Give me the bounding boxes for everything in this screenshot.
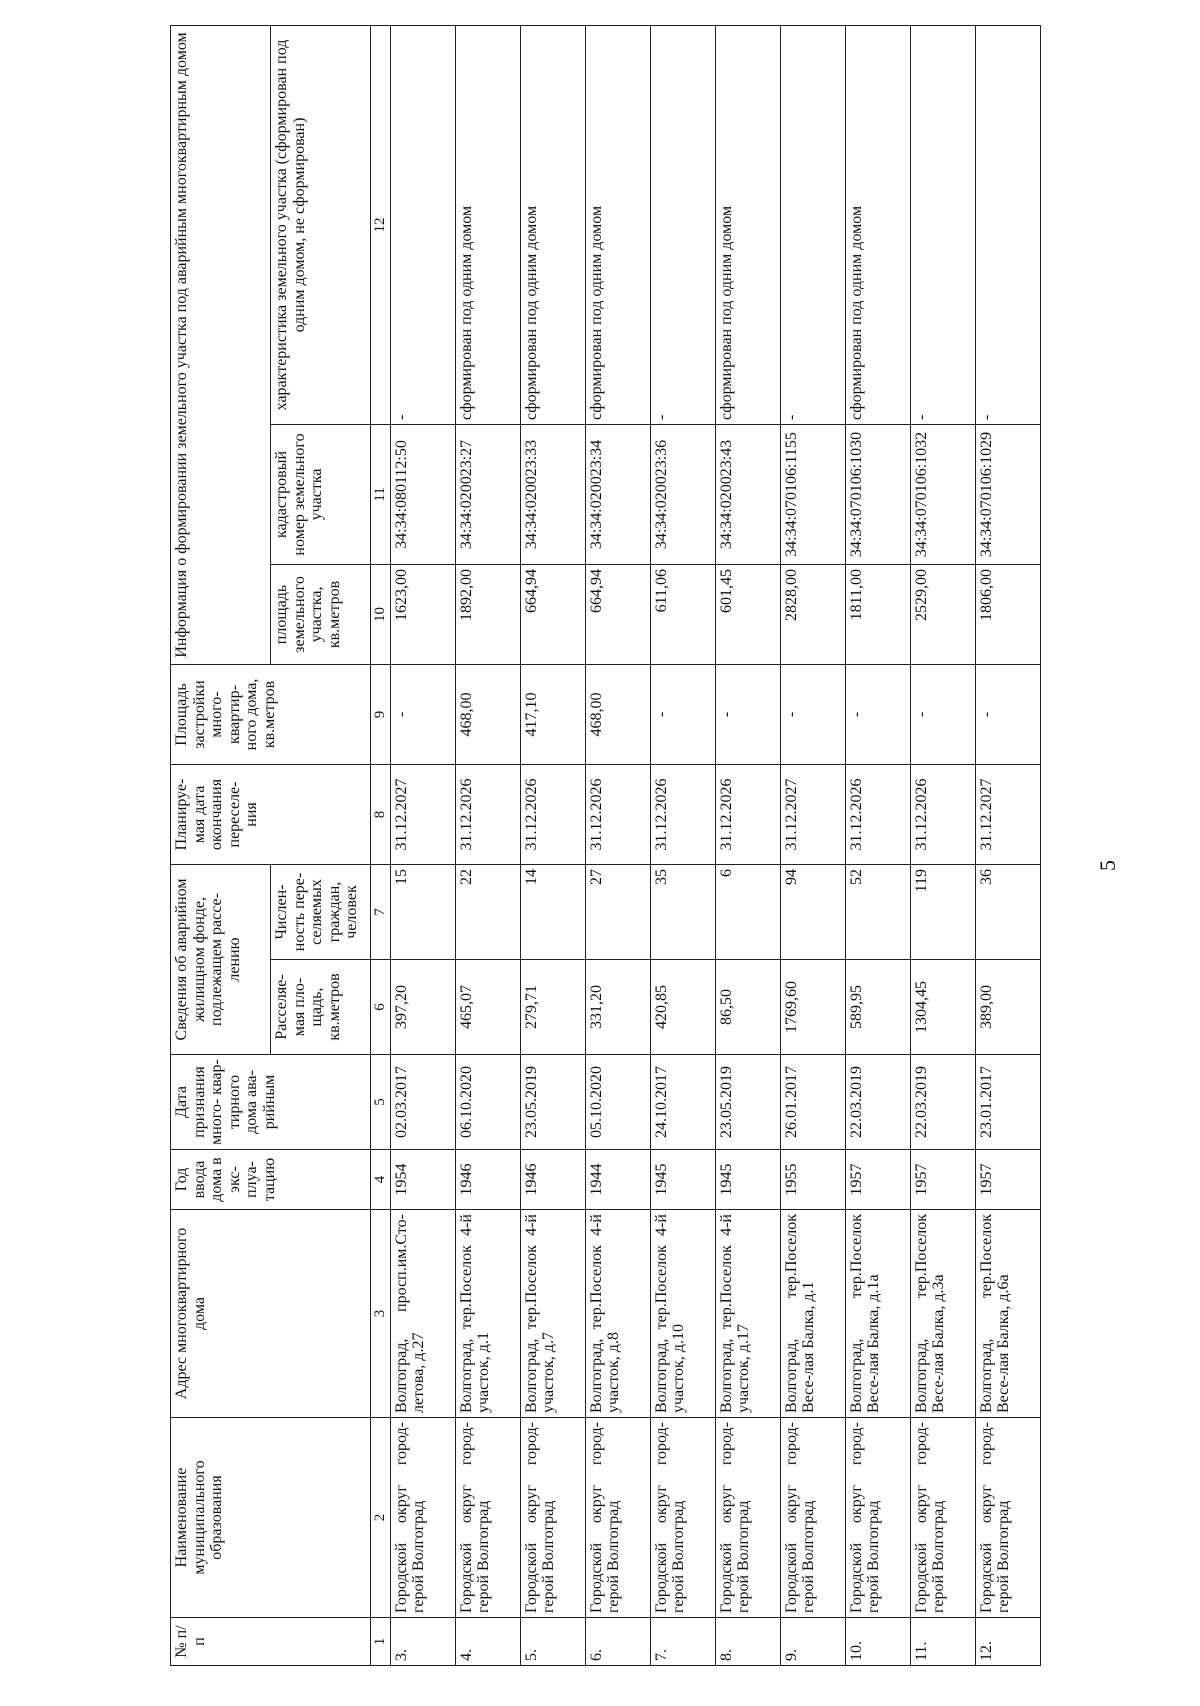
column-number: 7: [371, 864, 391, 959]
cell-land-status: сформирован под одним домом: [845, 25, 910, 424]
cell-resettled-area: 589,95: [845, 960, 910, 1055]
cell-address: Волгоград, тер.Поселок 4-й участок, д.8: [585, 1210, 650, 1418]
header-emergency-date: Дата признания много- квар- тирного дома ава- рийным: [171, 1055, 371, 1150]
cell-land-area: 2529,00: [910, 564, 975, 664]
column-number: 10: [371, 564, 391, 664]
cell-address: Волгоград, тер.Поселок Весе-лая Балка, д.6а: [975, 1210, 1040, 1418]
cell-year: 1946: [520, 1150, 585, 1210]
cell-emergency-date: 06.10.2020: [455, 1055, 520, 1150]
cell-municipality: Городской округ город-герой Волгоград: [715, 1418, 780, 1618]
cell-year: 1957: [845, 1150, 910, 1210]
cell-address: Волгоград, тер.Поселок Весе-лая Балка, д.1: [780, 1210, 845, 1418]
row-number: 5.: [520, 1618, 585, 1666]
table-row: [455, 25, 520, 1665]
cell-resettled-area: 397,20: [390, 960, 455, 1055]
cell-land-status: сформирован под одним домом: [520, 25, 585, 424]
header-municipality: Наименование муниципального образования: [171, 1418, 371, 1618]
cell-address: Волгоград, тер.Поселок 4-й участок, д.17: [715, 1210, 780, 1418]
cell-resettled-area: 279,71: [520, 960, 585, 1055]
cell-municipality: Городской округ город-герой Волгоград: [520, 1418, 585, 1618]
cell-year: 1945: [715, 1150, 780, 1210]
cell-emergency-date: 26.01.2017: [780, 1055, 845, 1150]
table-row: [780, 25, 845, 1665]
cell-land-status: -: [780, 25, 845, 424]
cell-municipality: Городской округ город-герой Волгоград: [975, 1418, 1040, 1618]
cell-resettled-people: 52: [845, 864, 910, 959]
cell-resettlement-end: 31.12.2026: [910, 764, 975, 864]
cell-municipality: Городской округ город-герой Волгоград: [845, 1418, 910, 1618]
cell-municipality: Городской округ город-герой Волгоград: [780, 1418, 845, 1618]
header-land-status: характеристика земельного участка (сформирован под одним домом, не сформирован): [271, 25, 371, 424]
header-land-area: площадь земельного участка, кв.метров: [271, 564, 371, 664]
table-row: [910, 25, 975, 1665]
cell-land-status: сформирован под одним домом: [715, 25, 780, 424]
row-number: 11.: [910, 1618, 975, 1666]
table-row: [845, 25, 910, 1665]
table-row: [975, 25, 1040, 1665]
cell-cadastral: 34:34:070106:1032: [910, 424, 975, 564]
cell-cadastral: 34:34:080112:50: [390, 424, 455, 564]
header-year: Год ввода дома в экс- плуа- тацию: [171, 1150, 371, 1210]
header-resettled-people: Числен- ность пере- селяемых граждан, человек: [271, 864, 371, 959]
cell-resettled-people: 14: [520, 864, 585, 959]
cell-built-area: -: [650, 664, 715, 764]
cell-year: 1945: [650, 1150, 715, 1210]
cell-resettlement-end: 31.12.2026: [845, 764, 910, 864]
cell-land-status: -: [975, 25, 1040, 424]
cell-cadastral: 34:34:070106:1029: [975, 424, 1040, 564]
cell-emergency-date: 22.03.2019: [845, 1055, 910, 1150]
header-resettled-area: Расселяе- мая пло- щадь, кв.метров: [271, 960, 371, 1055]
cell-land-area: 664,94: [520, 564, 585, 664]
cell-cadastral: 34:34:070106:1155: [780, 424, 845, 564]
cell-land-status: сформирован под одним домом: [455, 25, 520, 424]
cell-resettled-people: 35: [650, 864, 715, 959]
cell-address: Волгоград, тер.Поселок Весе-лая Балка, д.1а: [845, 1210, 910, 1418]
cell-emergency-date: 05.10.2020: [585, 1055, 650, 1150]
cell-resettled-people: 27: [585, 864, 650, 959]
cell-cadastral: 34:34:020023:43: [715, 424, 780, 564]
column-number: 3: [371, 1210, 391, 1418]
cell-municipality: Городской округ город-герой Волгоград: [455, 1418, 520, 1618]
column-number: 6: [371, 960, 391, 1055]
cell-built-area: -: [390, 664, 455, 764]
cell-land-status: -: [390, 25, 455, 424]
column-number: 11: [371, 424, 391, 564]
column-number: 2: [371, 1418, 391, 1618]
cell-resettlement-end: 31.12.2026: [585, 764, 650, 864]
cell-address: Волгоград, тер.Поселок 4-й участок, д.7: [520, 1210, 585, 1418]
table-body: [390, 25, 1040, 1665]
header-address: Адрес многоквартирного дома: [171, 1210, 371, 1418]
cell-land-status: -: [910, 25, 975, 424]
column-number: 8: [371, 764, 391, 864]
column-number: 9: [371, 664, 391, 764]
cell-address: Волгоград, тер.Поселок 4-й участок, д.1: [455, 1210, 520, 1418]
cell-resettled-people: 119: [910, 864, 975, 959]
column-number: 12: [371, 25, 391, 424]
cell-resettled-people: 36: [975, 864, 1040, 959]
cell-built-area: 468,00: [585, 664, 650, 764]
table-row: [520, 25, 585, 1665]
cell-land-area: 2828,00: [780, 564, 845, 664]
cell-emergency-date: 24.10.2017: [650, 1055, 715, 1150]
row-number: 12.: [975, 1618, 1040, 1666]
cell-built-area: 468,00: [455, 664, 520, 764]
header-resettlement-end: Планируе- мая дата окончания переселе- ния: [171, 764, 371, 864]
cell-municipality: Городской округ город-герой Волгоград: [910, 1418, 975, 1618]
cell-resettlement-end: 31.12.2026: [455, 764, 520, 864]
cell-cadastral: 34:34:020023:33: [520, 424, 585, 564]
cell-resettlement-end: 31.12.2027: [975, 764, 1040, 864]
column-number: 1: [371, 1618, 391, 1666]
column-number: 5: [371, 1055, 391, 1150]
cell-year: 1957: [910, 1150, 975, 1210]
cell-resettled-area: 1304,45: [910, 960, 975, 1055]
cell-resettled-area: 420,85: [650, 960, 715, 1055]
cell-built-area: 417,10: [520, 664, 585, 764]
cell-resettled-area: 1769,60: [780, 960, 845, 1055]
row-number: 7.: [650, 1618, 715, 1666]
cell-resettled-people: 22: [455, 864, 520, 959]
cell-cadastral: 34:34:020023:27: [455, 424, 520, 564]
header-housing-info: Сведения об аварийном жилищном фонде, подлежащем рассе- лению: [171, 864, 271, 1054]
cell-cadastral: 34:34:070106:1030: [845, 424, 910, 564]
cell-resettlement-end: 31.12.2026: [520, 764, 585, 864]
row-number: 10.: [845, 1618, 910, 1666]
header-built-area: Площадь застройки много- квартир- ного дома, кв.метров: [171, 664, 371, 764]
cell-year: 1957: [975, 1150, 1040, 1210]
table-row: [585, 25, 650, 1665]
emergency-housing-table: [170, 25, 1041, 1666]
row-number: 9.: [780, 1618, 845, 1666]
cell-resettlement-end: 31.12.2026: [650, 764, 715, 864]
cell-built-area: -: [780, 664, 845, 764]
cell-land-area: 611,06: [650, 564, 715, 664]
table-row: [715, 25, 780, 1665]
cell-address: Волгоград, просп.им.Сто-летова, д.27: [390, 1210, 455, 1418]
cell-year: 1955: [780, 1150, 845, 1210]
cell-year: 1944: [585, 1150, 650, 1210]
cell-built-area: -: [845, 664, 910, 764]
cell-municipality: Городской округ город-герой Волгоград: [650, 1418, 715, 1618]
cell-resettled-area: 86,50: [715, 960, 780, 1055]
cell-land-area: 1623,00: [390, 564, 455, 664]
table-row: [390, 25, 455, 1665]
cell-emergency-date: 23.05.2019: [520, 1055, 585, 1150]
cell-land-status: сформирован под одним домом: [585, 25, 650, 424]
cell-emergency-date: 22.03.2019: [910, 1055, 975, 1150]
cell-resettlement-end: 31.12.2027: [390, 764, 455, 864]
page-number: 5: [1095, 860, 1120, 871]
cell-cadastral: 34:34:020023:34: [585, 424, 650, 564]
cell-resettled-people: 6: [715, 864, 780, 959]
cell-built-area: -: [715, 664, 780, 764]
cell-resettled-people: 15: [390, 864, 455, 959]
cell-land-area: 1892,00: [455, 564, 520, 664]
cell-built-area: -: [910, 664, 975, 764]
cell-cadastral: 34:34:020023:36: [650, 424, 715, 564]
row-number: 8.: [715, 1618, 780, 1666]
cell-resettled-people: 94: [780, 864, 845, 959]
cell-built-area: -: [975, 664, 1040, 764]
cell-land-area: 601,45: [715, 564, 780, 664]
header-land-info: Информация о формировании земельного участка под аварийным многоквартирным домом: [171, 25, 271, 664]
cell-resettlement-end: 31.12.2026: [715, 764, 780, 864]
cell-emergency-date: 23.01.2017: [975, 1055, 1040, 1150]
cell-resettlement-end: 31.12.2027: [780, 764, 845, 864]
cell-address: Волгоград, тер.Поселок Весе-лая Балка, д.3а: [910, 1210, 975, 1418]
cell-emergency-date: 02.03.2017: [390, 1055, 455, 1150]
cell-year: 1946: [455, 1150, 520, 1210]
row-number: 6.: [585, 1618, 650, 1666]
cell-municipality: Городской округ город-герой Волгоград: [390, 1418, 455, 1618]
cell-address: Волгоград, тер.Поселок 4-й участок, д.10: [650, 1210, 715, 1418]
cell-year: 1954: [390, 1150, 455, 1210]
table-row: [650, 25, 715, 1665]
cell-land-area: 1806,00: [975, 564, 1040, 664]
row-number: 4.: [455, 1618, 520, 1666]
cell-land-area: 664,94: [585, 564, 650, 664]
column-number: 4: [371, 1150, 391, 1210]
header-number: № п/п: [171, 1618, 371, 1666]
cell-resettled-area: 465,07: [455, 960, 520, 1055]
row-number: 3.: [390, 1618, 455, 1666]
cell-resettled-area: 389,00: [975, 960, 1040, 1055]
cell-resettled-area: 331,20: [585, 960, 650, 1055]
cell-land-status: -: [650, 25, 715, 424]
header-cadastral: кадастровый номер земельного участка: [271, 424, 371, 564]
cell-land-area: 1811,00: [845, 564, 910, 664]
cell-municipality: Городской округ город-герой Волгоград: [585, 1418, 650, 1618]
cell-emergency-date: 23.05.2019: [715, 1055, 780, 1150]
